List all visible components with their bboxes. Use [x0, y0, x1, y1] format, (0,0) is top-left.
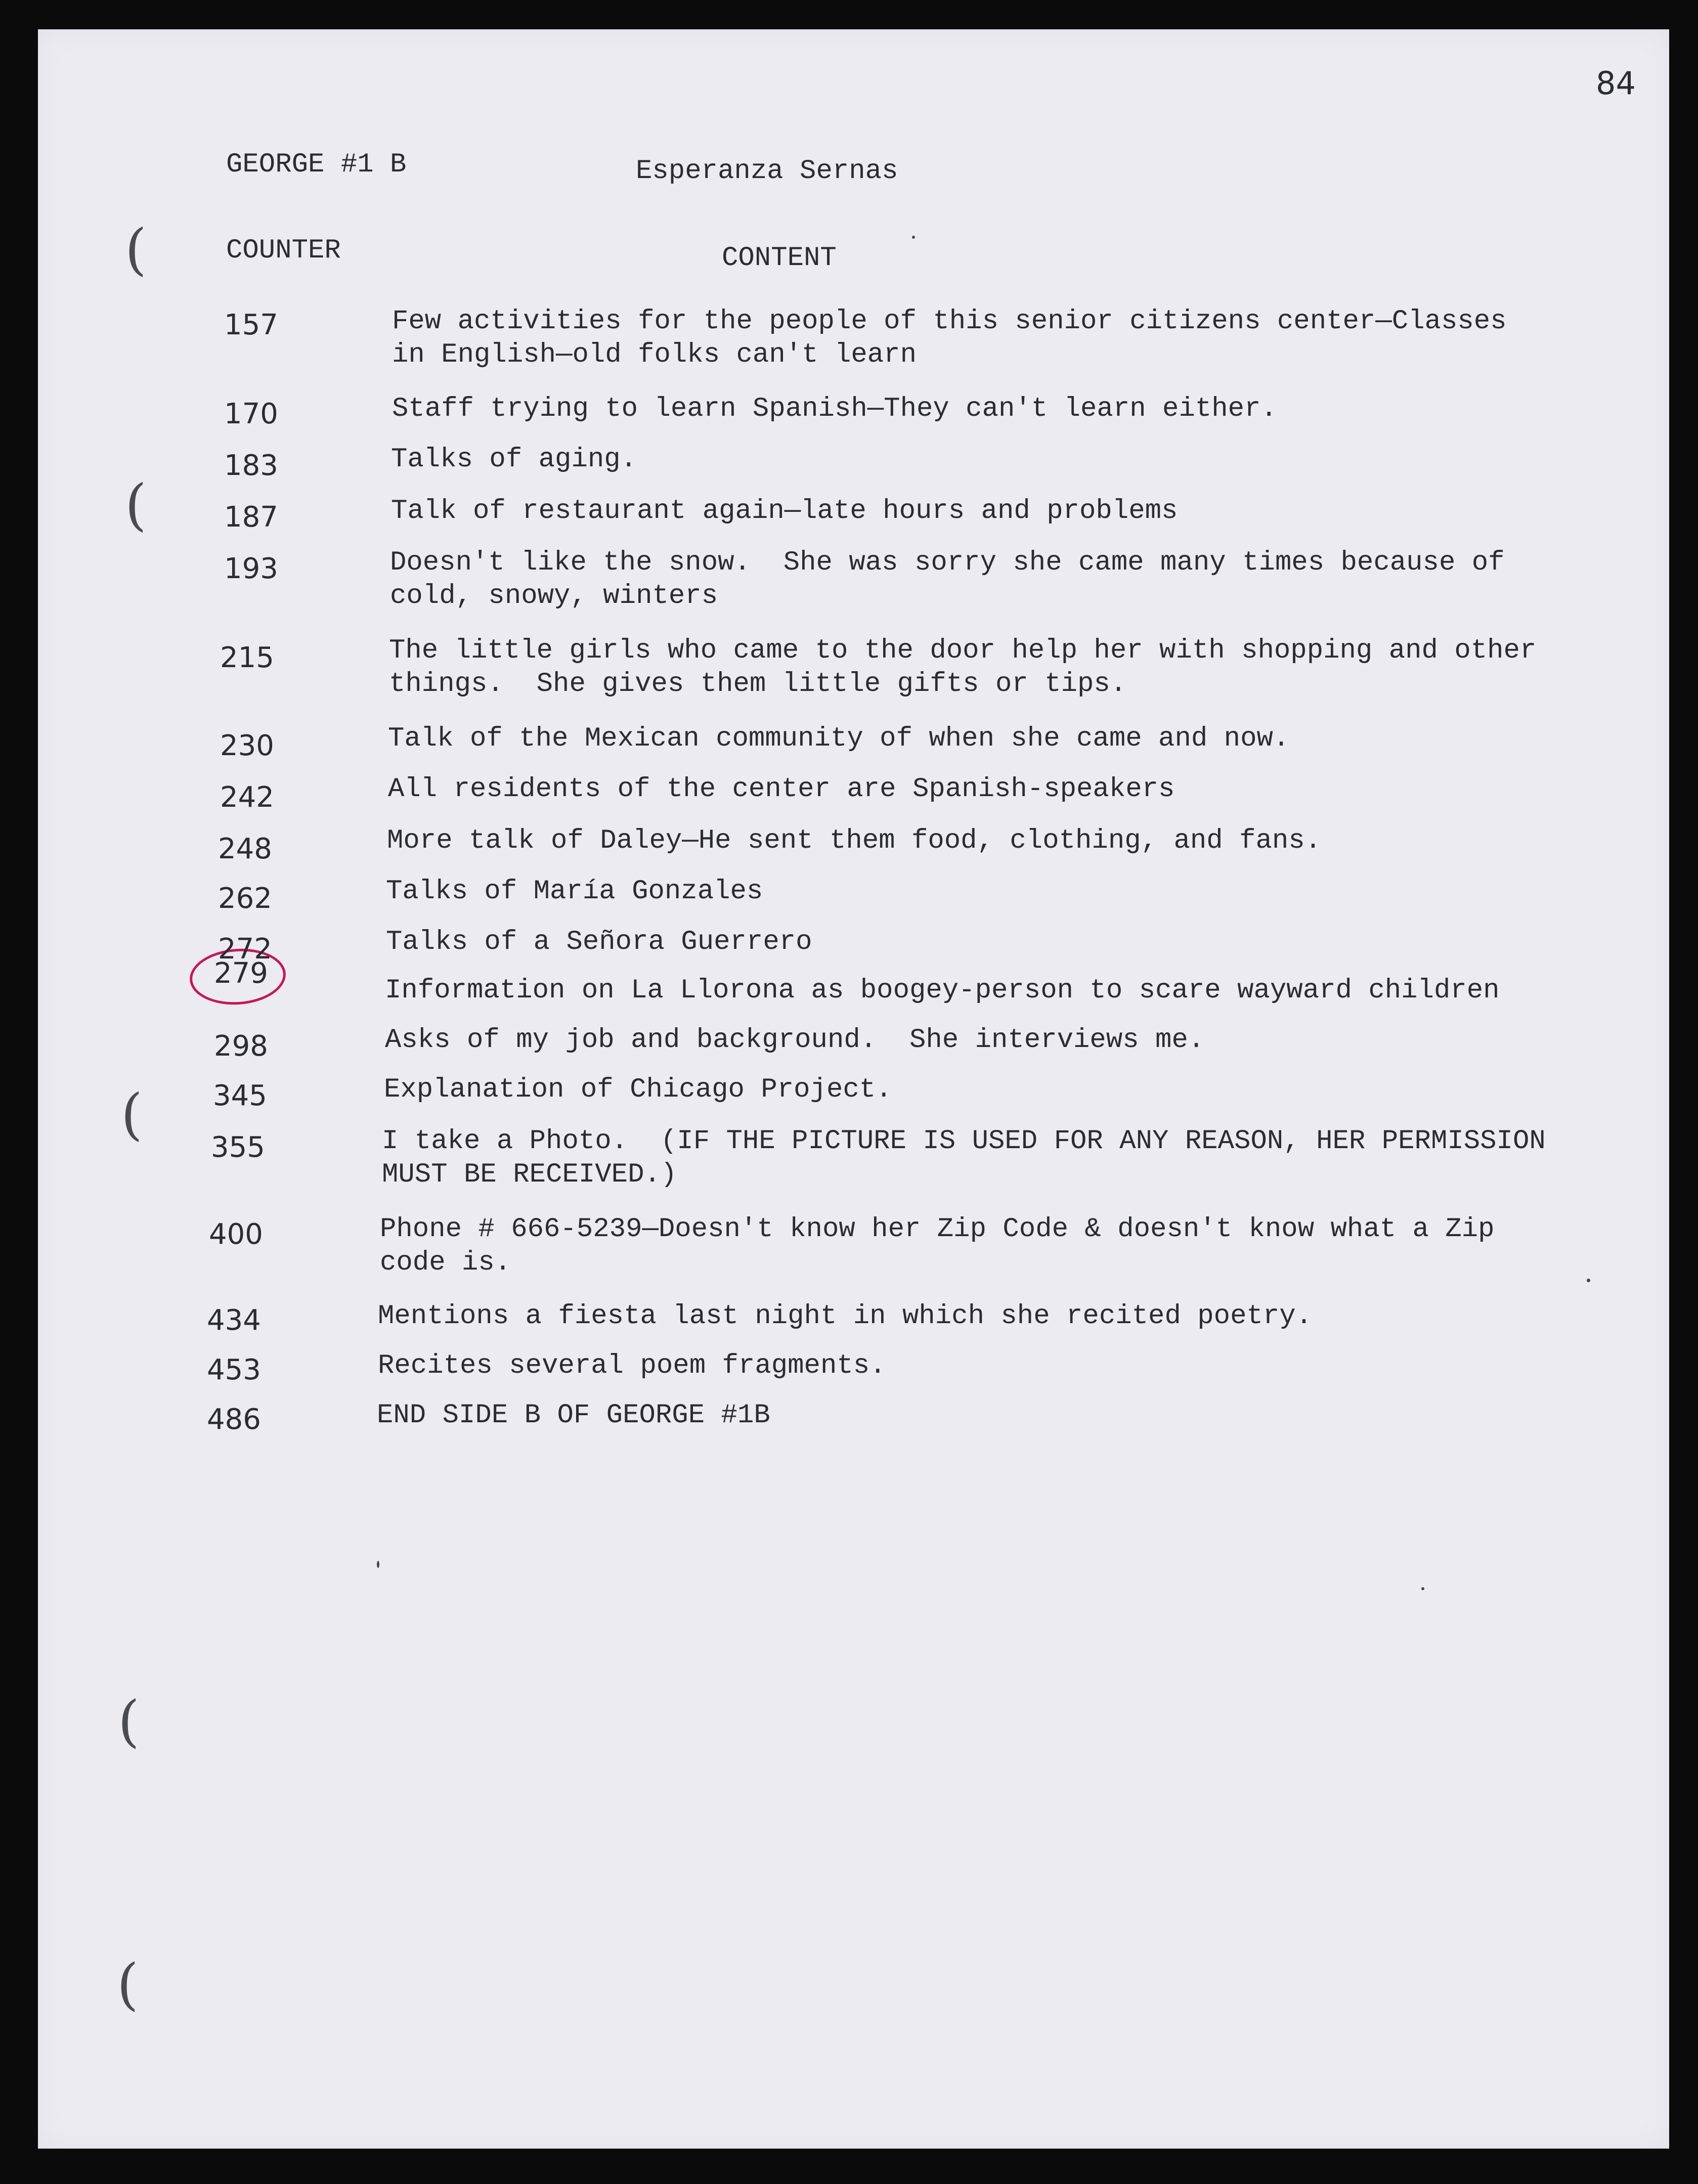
entry-content-line: Asks of my job and background. She interviews me. [385, 1025, 1205, 1056]
header-interviewee-name: Esperanza Sernas [636, 156, 898, 187]
entry-content-line: Phone # 666-5239—Doesn't know her Zip Code & doesn't know what a Zip [380, 1214, 1495, 1245]
column-header-counter: COUNTER [226, 235, 341, 266]
entry-content-line: cold, snowy, winters [390, 581, 718, 611]
entry-content-line: END SIDE B OF GEORGE #1B [377, 1400, 770, 1431]
entry-content-line: The little girls who came to the door help her with shopping and other [389, 635, 1537, 666]
header-tape-id: GEORGE #1 B [226, 149, 407, 180]
entry-content-line: Doesn't like the snow. She was sorry she came many times because of [390, 547, 1505, 578]
counter-value: 453 [207, 1353, 261, 1386]
counter-value: 187 [224, 501, 278, 534]
entry-content-line: code is. [380, 1247, 511, 1278]
counter-value: 262 [218, 882, 272, 915]
entry-content-line: Talk of restaurant again—late hours and problems [391, 496, 1178, 527]
entry-content-line: MUST BE RECEIVED.) [382, 1159, 677, 1190]
counter-value: 170 [224, 398, 278, 430]
counter-value: 355 [211, 1131, 265, 1164]
margin-mark: ( [125, 472, 147, 537]
counter-value: 345 [213, 1079, 267, 1112]
entry-content-line: All residents of the center are Spanish-speakers [388, 774, 1175, 805]
counter-value: 215 [220, 641, 274, 674]
counter-value: 272 [218, 933, 272, 966]
stray-mark [1587, 1279, 1590, 1282]
counter-value: 242 [220, 781, 274, 814]
page-number: 84 [1596, 65, 1636, 102]
entry-content-line: Information on La Llorona as boogey-person to scare wayward children [385, 975, 1500, 1006]
margin-mark: ( [125, 217, 147, 282]
column-header-content: CONTENT [722, 243, 837, 274]
counter-value: 486 [207, 1403, 261, 1436]
entry-content-line: Explanation of Chicago Project. [384, 1074, 892, 1105]
counter-value: 183 [224, 449, 278, 482]
counter-value: 400 [209, 1218, 263, 1251]
counter-value: 230 [220, 729, 274, 762]
entry-content-line: Few activities for the people of this senior citizens center—Classes [392, 306, 1507, 337]
stray-mark [377, 1561, 379, 1568]
counter-value: 434 [207, 1304, 261, 1337]
entry-content-line: Staff trying to learn Spanish—They can't learn either. [392, 394, 1277, 424]
entry-content-line: Talk of the Mexican community of when she came and now. [388, 723, 1290, 754]
entry-content-line: Recites several poem fragments. [378, 1350, 886, 1381]
entry-content-line: Talks of María Gonzales [386, 876, 763, 907]
entry-content-line: in English—old folks can't learn [392, 339, 917, 370]
counter-value: 298 [214, 1030, 268, 1063]
counter-value: 157 [224, 309, 278, 341]
entry-content-line: I take a Photo. (IF THE PICTURE IS USED FOR ANY REASON, HER PERMISSION [382, 1126, 1546, 1157]
margin-mark: ( [121, 1082, 143, 1147]
entry-content-line: Talks of aging. [391, 444, 637, 475]
entry-content-line: things. She gives them little gifts or tips. [389, 669, 1127, 700]
counter-value: 248 [218, 833, 272, 865]
document-page [38, 29, 1669, 2149]
margin-mark: ( [117, 1952, 139, 2017]
counter-value: 193 [224, 552, 278, 585]
entry-content-line: More talk of Daley—He sent them food, clothing, and fans. [387, 825, 1322, 856]
entry-content-line: Mentions a fiesta last night in which she recited poetry. [378, 1301, 1313, 1332]
stray-mark [1421, 1587, 1424, 1590]
entry-content-line: Talks of a Señora Guerrero [386, 927, 812, 957]
margin-mark: ( [118, 1689, 140, 1754]
stray-mark [912, 236, 915, 239]
counter-value: 279 [214, 957, 268, 990]
